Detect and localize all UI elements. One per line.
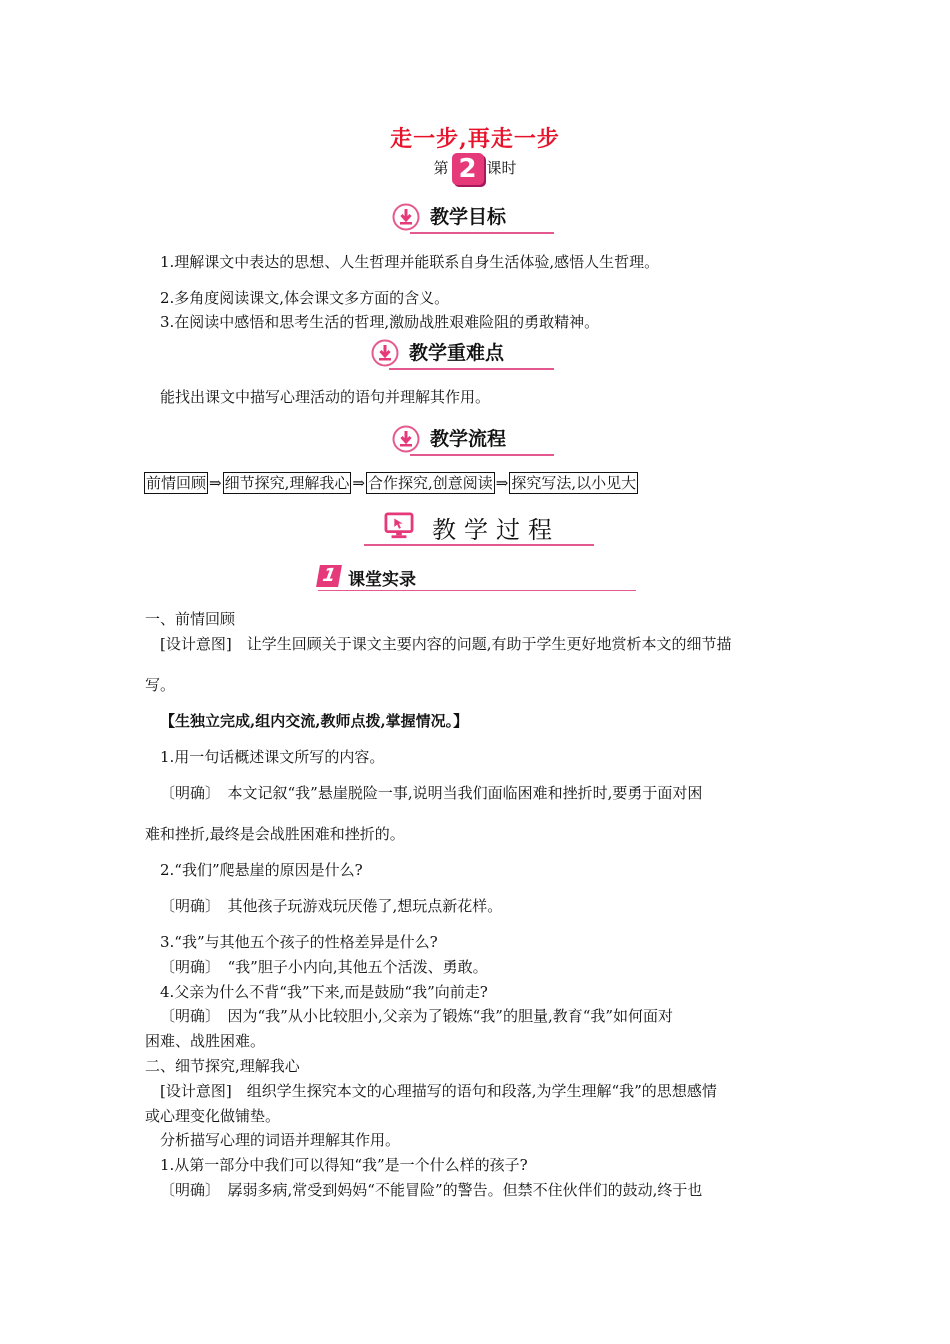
- body-line: 或心理变化做铺垫。: [145, 1107, 281, 1125]
- download-arrow-icon: [371, 339, 399, 367]
- lesson-number-badge: 2: [452, 153, 484, 185]
- key-point-text: 能找出课文中描写心理活动的语句并理解其作用。: [160, 388, 491, 406]
- body-line: 〔明确〕 其他孩子玩游戏玩厌倦了,想玩点新花样。: [160, 897, 503, 915]
- body-line: 〔明确〕 孱弱多病,常受到妈妈“不能冒险”的警告。但禁不住伙伴们的鼓动,终于也: [160, 1181, 703, 1199]
- section-underline: [364, 544, 594, 546]
- monitor-icon: [384, 512, 414, 540]
- flow-chain: [144, 472, 638, 494]
- body-line: [设计意图] 让学生回顾关于课文主要内容的问题,有助于学生更好地赏析本文的细节描: [160, 635, 732, 653]
- flow-arrow: ⇒: [352, 474, 365, 492]
- lesson-prefix: 第: [433, 159, 449, 177]
- flow-arrow: ⇒: [209, 474, 222, 492]
- section-title: 教学目标: [430, 206, 507, 228]
- flow-step: 细节探究,理解我心: [224, 474, 350, 492]
- body-line: 一、前情回顾: [145, 610, 236, 628]
- section-header-key-points: [371, 336, 554, 370]
- section-title: 教学流程: [430, 428, 507, 450]
- flow-arrow: ⇒: [495, 474, 509, 492]
- body-line: [设计意图] 组织学生探究本文的心理描写的语句和段落,为学生理解“我”的思想感情: [160, 1082, 717, 1100]
- body-line: 〔明确〕 “我”胆子小内向,其他五个活泼、勇敢。: [160, 958, 488, 976]
- section-header-record: [318, 565, 636, 591]
- section-header-flow: [392, 422, 554, 456]
- section-underline: [389, 368, 554, 370]
- section-underline: [318, 590, 636, 591]
- objective-item: 1.理解课文中表达的思想、人生哲理并能联系自身生活体验,感悟人生哲理。: [160, 253, 660, 271]
- body-line: 1.从第一部分中我们可以得知“我”是一个什么样的孩子?: [160, 1156, 528, 1174]
- section-header-objectives: [392, 200, 554, 234]
- objective-item: 3.在阅读中感悟和思考生活的哲理,激励战胜艰难险阻的勇敢精神。: [160, 313, 600, 331]
- section-underline: [410, 232, 554, 234]
- flow-step: 探究写法,以小见大: [511, 474, 637, 492]
- objective-item: 2.多角度阅读课文,体会课文多方面的含义。: [160, 289, 450, 307]
- section-title: 课堂实录: [348, 570, 416, 590]
- record-number-badge: 1: [316, 565, 342, 587]
- body-line: 【生独立完成,组内交流,教师点拨,掌握情况。】: [160, 712, 469, 730]
- flow-step: 前情回顾: [146, 474, 207, 492]
- page-title: 走一步,再走一步: [390, 126, 560, 152]
- flow-step: 合作探究,创意阅读: [367, 474, 493, 492]
- download-arrow-icon: [392, 203, 420, 231]
- body-line: 困难、战胜困难。: [145, 1032, 266, 1050]
- body-line: 〔明确〕 本文记叙“我”悬崖脱险一事,说明当我们面临困难和挫折时,要勇于面对困: [160, 784, 703, 802]
- section-header-process: [364, 510, 594, 546]
- body-line: 3.“我”与其他五个孩子的性格差异是什么?: [160, 933, 438, 951]
- body-line: 〔明确〕 因为“我”从小比较胆小,父亲为了锻炼“我”的胆量,教育“我”如何面对: [160, 1007, 674, 1025]
- body-line: 难和挫折,最终是会战胜困难和挫折的。: [145, 825, 405, 843]
- body-line: 4.父亲为什么不背“我”下来,而是鼓励“我”向前走?: [160, 983, 488, 1001]
- lesson-indicator: [0, 150, 950, 186]
- body-line: 写。: [145, 676, 176, 694]
- body-line: 2.“我们”爬悬崖的原因是什么?: [160, 861, 363, 879]
- section-title: 教学重难点: [409, 342, 505, 364]
- body-line: 分析描写心理的词语并理解其作用。: [160, 1131, 401, 1149]
- body-line: 二、细节探究,理解我心: [145, 1057, 300, 1075]
- download-arrow-icon: [392, 425, 420, 453]
- lesson-suffix: 课时: [486, 159, 517, 177]
- section-title: 教学过程: [432, 516, 560, 544]
- body-line: 1.用一句话概述课文所写的内容。: [160, 748, 385, 766]
- section-underline: [410, 454, 554, 456]
